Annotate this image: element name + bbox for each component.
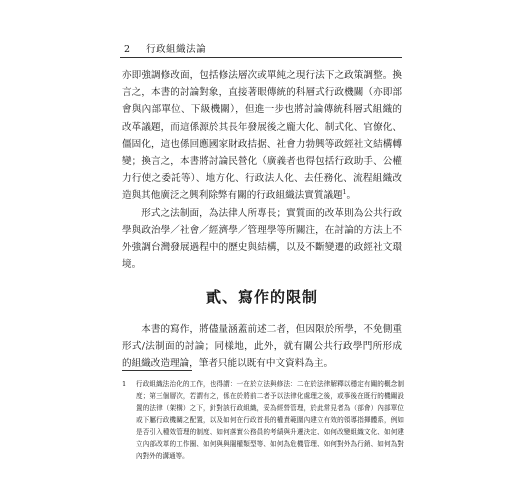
- body-text: [122, 67, 402, 372]
- page-number: 2: [124, 44, 131, 55]
- footnote-rule: [122, 370, 192, 371]
- header-rule: [120, 57, 402, 58]
- footnote-text: 行政組織法治化的工作，也得謂：一在於立法與修法：二在於法律解釋以穩定有關的概念制度；第三個層次，若謂有之，係在於將前二者予以法律化處理之後，或事後在既行的機關設置的法律（架構）之下，針對該行政組織，妥為經營管理，於此常見者為（部會）內部單位或下屬行政機關之配置，以及如何在行政首長的權責範圍內建立有效的領導指揮體系，例如是否引入種效管理的制度、如何落實公務員的考績與升遷決定、如何改變組織文化、如何建立內部改革的工作圈、如何與與闇權類型等、如何為危機管理、如何對外為行銷、如何為對內對外的溝通等。: [136, 380, 404, 460]
- footnote-number: 1: [122, 380, 127, 388]
- running-header: [124, 41, 206, 55]
- paragraph-3: 本書的寫作，將儘量涵蓋前述二者，但因限於所學，不免側重形式/法制面的討論；同樣地，此外，就有關公共行政學門所形成的組織改造理論，筆者只能以既有中文資料為主。: [122, 323, 402, 370]
- paragraph-2: 形式之法制面，為法律人所專長；實質面的改革則為公共行政學與政治學／社會／經濟學／管理學等所關注，在討論的方法上不外強調台灣發展過程中的歷史與結構，以及不斷變遷的政經社文環境。: [122, 207, 402, 271]
- footnote: [122, 378, 404, 462]
- section-heading: 貳、寫作的限制: [205, 288, 318, 307]
- book-title: 行政組織法論: [146, 44, 207, 55]
- footnote-reference: 1: [342, 189, 347, 197]
- paragraph-1: 亦即強調修改面，包括修法層次或單純之現行法下之政策調整。換言之，本書的討論對象，直接著眼傳統的科層式行政機關（亦即部會與內部單位、下級機關），但進一步也將討論傳統科層式組織的改革議題，而這係源於其長年發展後之龐大化、制式化、官僚化、僵固化，這也係回應國家財政拮据、社會力勃興等政經社文結構轉變；換言之，本書將討論民營化（廣義者也得包括行政助手、公權力行使之委託等）、地方化、行政法人化、去任務化、流程組織改造與其他廣泛之興利除弊有關的行政組織法實質議題$^1$。: [122, 70, 402, 202]
